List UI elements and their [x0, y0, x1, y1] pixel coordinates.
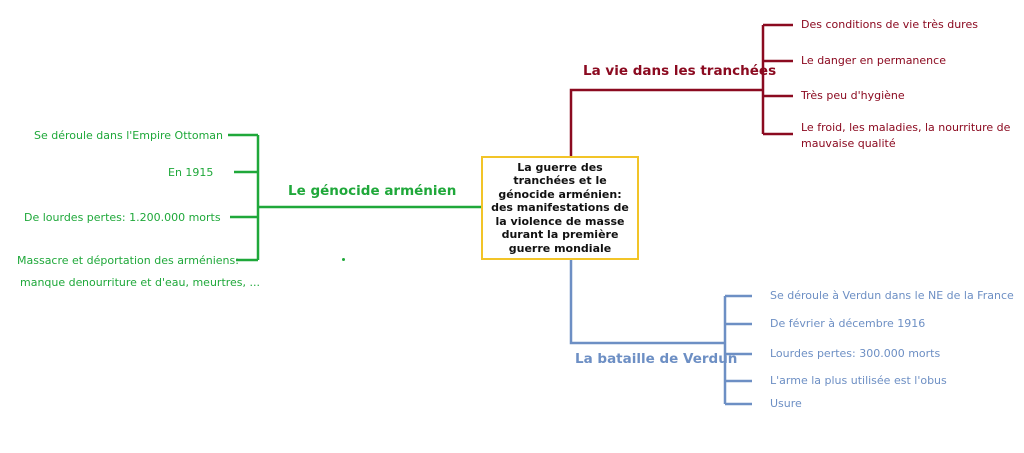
- genocide-item-4: Massacre et déportation des arméniens:: [17, 254, 239, 267]
- genocide-item-1: Se déroule dans l'Empire Ottoman: [34, 129, 223, 142]
- branch-title-verdun: La bataille de Verdun: [575, 351, 738, 367]
- genocide-item-4-cont-b: nourriture et d'eau, meurtres, ...: [82, 276, 261, 289]
- genocide-item-2: En 1915: [168, 166, 214, 179]
- verdun-main-connector: [571, 260, 725, 343]
- branch-title-genocide: Le génocide arménien: [288, 183, 457, 199]
- stray-dot: [342, 258, 345, 261]
- verdun-item-4: L'arme la plus utilisée est l'obus: [770, 374, 947, 387]
- genocide-item-4-cont-a: manque de: [20, 276, 83, 289]
- genocide-item-3: De lourdes pertes: 1.200.000 morts: [24, 211, 221, 224]
- trenches-item-4: Le froid, les maladies, la nourriture de: [801, 121, 1011, 134]
- branch-title-trenches: La vie dans les tranchées: [583, 63, 777, 79]
- verdun-item-2: De février à décembre 1916: [770, 317, 926, 330]
- trenches-item-2: Le danger en permanence: [801, 54, 946, 67]
- verdun-connectors: [571, 260, 752, 404]
- trenches-item-4-cont: mauvaise qualité: [801, 137, 896, 150]
- verdun-item-1: Se déroule à Verdun dans le NE de la France: [770, 289, 1014, 302]
- trenches-connectors: [571, 25, 793, 156]
- trenches-main-connector: [571, 90, 763, 156]
- verdun-item-5: Usure: [770, 397, 802, 410]
- trenches-item-3: Très peu d'hygiène: [801, 89, 905, 102]
- central-topic: [481, 156, 639, 260]
- central-topic-text: La guerre des tranchées et le génocide arménien: des manifestations de la violence de masse durant la première guerre mondiale: [491, 160, 629, 255]
- verdun-item-3: Lourdes pertes: 300.000 morts: [770, 347, 941, 360]
- trenches-item-1: Des conditions de vie très dures: [801, 18, 978, 31]
